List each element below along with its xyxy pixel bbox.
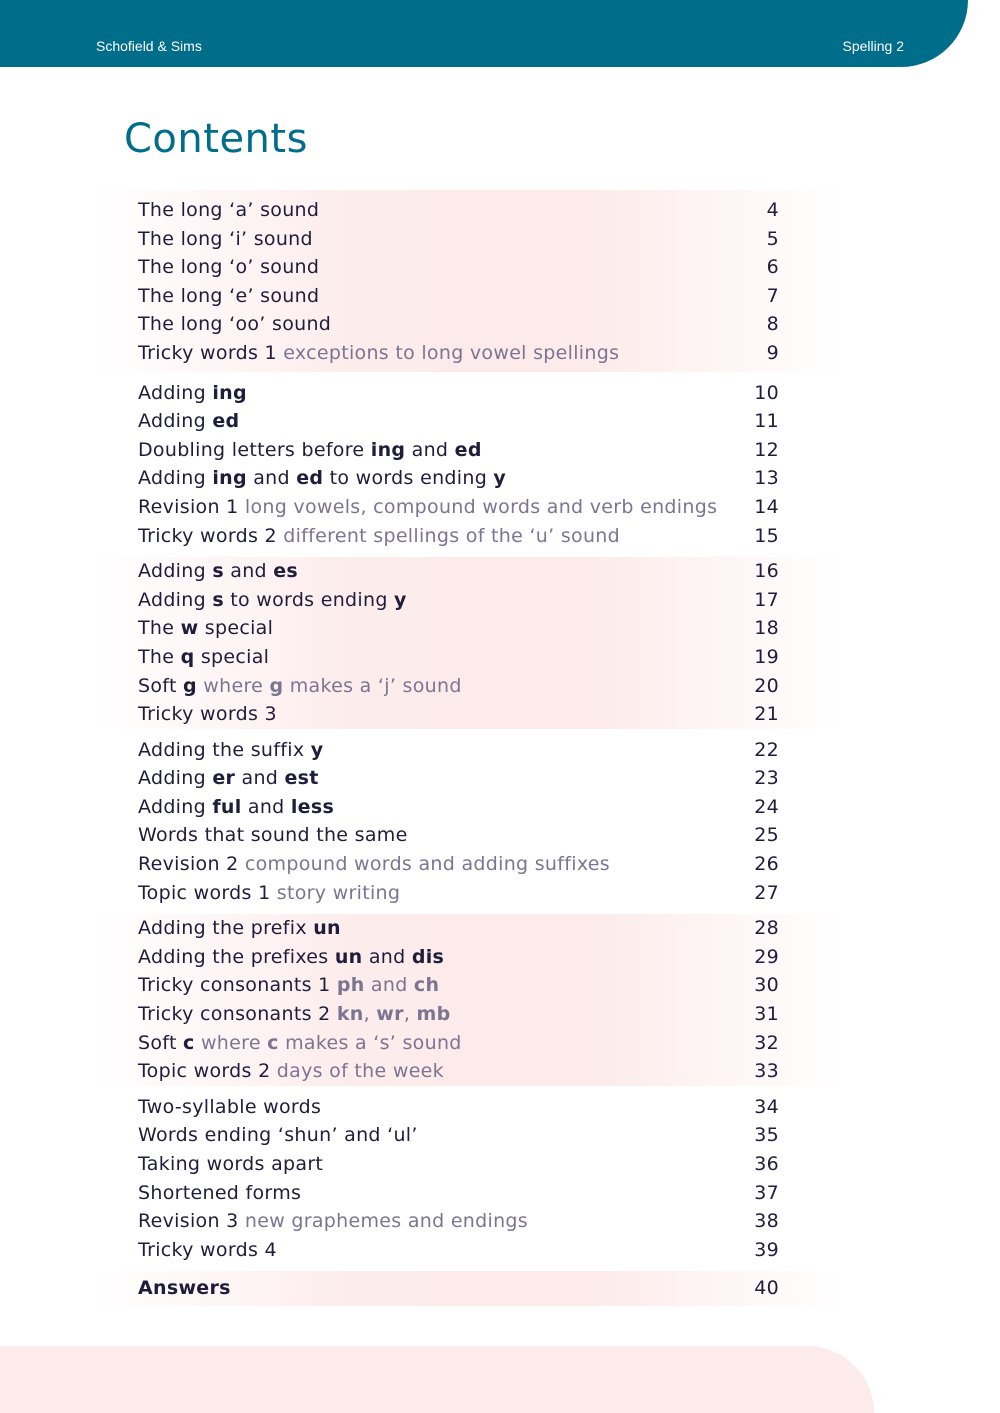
entry-subtitle: makes a ‘s’ sound <box>278 1031 462 1054</box>
toc-page-number: 23 <box>754 767 779 790</box>
toc-entry-title <box>138 850 610 879</box>
entry-text: Topic words 2 <box>138 1060 277 1083</box>
bold-grapheme: s <box>212 560 224 583</box>
bold-grapheme: un <box>313 917 341 940</box>
toc-page-number: 36 <box>754 1153 779 1175</box>
entry-text: Topic words 1 <box>138 881 277 904</box>
toc-page-number: 39 <box>754 1238 779 1261</box>
toc-entry-title <box>138 700 277 729</box>
toc-entry[interactable] <box>90 1029 845 1058</box>
footer-bar <box>0 1346 874 1413</box>
entry-text: Adding the prefixes <box>138 945 335 968</box>
toc-page-number: 14 <box>754 495 779 518</box>
toc-page-number: 34 <box>754 1095 779 1118</box>
toc-entry[interactable] <box>90 1207 845 1236</box>
toc-page-number: 15 <box>754 524 779 547</box>
toc-page-number: 16 <box>754 560 779 583</box>
entry-text: Soft <box>138 1031 184 1054</box>
toc-entry-answers[interactable] <box>90 1274 845 1303</box>
entry-text: Words ending ‘shun’ and ‘ul’ <box>138 1124 418 1147</box>
bold-grapheme: g <box>183 674 197 697</box>
entry-text: Adding <box>138 588 213 611</box>
toc-entry[interactable] <box>90 253 845 282</box>
toc-entry[interactable] <box>90 339 845 368</box>
toc-entry-title <box>138 1236 277 1265</box>
entry-subtitle: new graphemes and endings <box>244 1210 528 1233</box>
toc-entry[interactable] <box>90 914 845 943</box>
entry-text: and <box>223 560 274 583</box>
entry-text: The long ‘o’ sound <box>138 256 320 279</box>
toc-page-number: 6 <box>766 256 779 279</box>
toc-entry-title <box>138 1207 528 1236</box>
toc-entry-title <box>138 821 408 850</box>
entry-text: Adding the prefix <box>138 917 314 940</box>
toc-entry-title <box>138 282 319 311</box>
entry-text: The long ‘e’ sound <box>138 284 320 307</box>
bold-grapheme: w <box>180 617 199 640</box>
toc-entry[interactable] <box>90 879 845 908</box>
toc-entry[interactable] <box>90 614 845 643</box>
bold-grapheme: er <box>212 767 236 790</box>
entry-subtitle: story writing <box>276 881 401 904</box>
bold-grapheme: es <box>273 560 299 583</box>
toc-page-number: 25 <box>754 824 779 847</box>
toc-entry[interactable] <box>90 310 845 339</box>
toc-page-number: 8 <box>766 313 779 336</box>
toc-page-number: 28 <box>754 917 779 940</box>
bold-grapheme: ph <box>336 974 365 997</box>
bold-grapheme: y <box>493 467 507 490</box>
toc-entry[interactable] <box>90 1121 845 1150</box>
entry-subtitle: makes a ‘j’ sound <box>283 674 462 697</box>
toc-entry[interactable] <box>90 736 845 765</box>
entry-subtitle: different spellings of the ‘u’ sound <box>283 524 620 547</box>
toc-entry-title <box>138 379 247 408</box>
toc-section <box>90 557 845 729</box>
entry-text: Adding <box>138 381 213 404</box>
bold-grapheme: un <box>334 945 363 968</box>
entry-text: Revision 3 <box>138 1210 245 1233</box>
toc-entry-title <box>138 1150 323 1179</box>
bold-grapheme: mb <box>416 1003 451 1026</box>
bold-grapheme: wr <box>376 1003 404 1026</box>
toc-page-number: 7 <box>766 284 779 307</box>
toc-page-number: 17 <box>754 588 779 611</box>
entry-subtitle: days of the week <box>276 1060 444 1083</box>
toc-entry[interactable] <box>90 407 845 436</box>
toc-entry-title <box>138 764 319 793</box>
entry-subtitle: where <box>196 674 270 697</box>
toc-entry[interactable] <box>90 764 845 793</box>
entry-text: Adding <box>138 795 213 818</box>
toc-page-number: 13 <box>754 467 779 490</box>
toc-section <box>90 190 845 372</box>
bold-grapheme: kn <box>336 1003 364 1026</box>
page-title: Contents <box>124 116 308 162</box>
entry-text: Tricky words 2 <box>138 524 284 547</box>
entry-subtitle: and <box>364 974 414 997</box>
entry-subtitle: compound words and adding suffixes <box>244 853 610 876</box>
toc-entry-title <box>138 253 319 282</box>
bold-grapheme: dis <box>411 945 445 968</box>
toc-entry-title <box>138 1093 321 1122</box>
toc-section <box>90 736 845 908</box>
toc-entry-title <box>138 793 334 822</box>
toc-entry[interactable] <box>90 196 845 225</box>
entry-text: Doubling letters before <box>138 438 371 461</box>
entry-text: and <box>246 467 297 490</box>
toc-page-number: 38 <box>754 1210 779 1233</box>
toc-page-number: 12 <box>754 438 779 461</box>
bold-grapheme: ch <box>413 974 440 997</box>
toc-page-number: 26 <box>754 853 779 876</box>
toc-page-number: 19 <box>754 645 779 668</box>
toc-entry[interactable] <box>90 821 845 850</box>
entry-text: Adding <box>138 767 213 790</box>
toc-entry[interactable] <box>90 586 845 615</box>
entry-text: and <box>241 795 291 818</box>
toc-entry-title <box>138 464 506 493</box>
toc-entry-title <box>138 736 323 765</box>
publisher-name: Schofield & Sims <box>96 38 202 54</box>
toc-page-number: 35 <box>754 1124 779 1147</box>
toc-entry-title <box>138 196 319 225</box>
toc-entry[interactable] <box>90 643 845 672</box>
toc-entry[interactable] <box>90 436 845 465</box>
bold-grapheme: ing <box>212 467 247 490</box>
toc-entry-title <box>138 614 273 643</box>
bold-grapheme: less <box>290 795 335 818</box>
toc-entry[interactable] <box>90 1057 845 1086</box>
toc-entry[interactable] <box>90 493 845 522</box>
bold-grapheme: q <box>180 645 195 668</box>
entry-text: The long ‘a’ sound <box>138 199 320 221</box>
toc-entry-title <box>138 522 620 551</box>
toc-entry[interactable] <box>90 672 845 701</box>
toc-entry-title <box>138 586 407 615</box>
toc-page-number: 29 <box>754 945 779 968</box>
entry-text: Tricky words 3 <box>138 703 277 726</box>
toc-entry[interactable] <box>90 1000 845 1029</box>
entry-text: Tricky consonants 1 <box>138 974 337 997</box>
entry-text: Adding <box>138 467 213 490</box>
entry-text: The long ‘oo’ sound <box>138 313 332 336</box>
entry-text: Tricky consonants 2 <box>138 1003 337 1026</box>
toc-entry-title <box>138 879 400 908</box>
toc-page-number: 20 <box>754 674 779 697</box>
toc-page-number: 31 <box>754 1003 779 1026</box>
toc-page-number: 9 <box>766 341 779 364</box>
toc-entry[interactable] <box>90 1150 845 1179</box>
entry-text: to words ending <box>223 588 395 611</box>
entry-text: special <box>194 645 270 668</box>
entry-text: Shortened forms <box>138 1181 302 1204</box>
toc-page-number: 40 <box>754 1277 779 1300</box>
toc-page-number: 5 <box>766 227 779 250</box>
entry-text: The long ‘i’ sound <box>138 227 313 250</box>
entry-text: Soft <box>138 674 184 697</box>
toc-entry-title <box>138 971 439 1000</box>
toc-page-number: 18 <box>754 617 779 640</box>
entry-subtitle: long vowels, compound words and verb endings <box>244 495 718 518</box>
toc-entry[interactable] <box>90 700 845 729</box>
toc-entry-title <box>138 914 341 943</box>
bold-grapheme: g <box>269 674 284 697</box>
table-of-contents <box>90 190 845 1306</box>
toc-entry[interactable] <box>90 282 845 311</box>
entry-text: to words ending <box>323 467 494 490</box>
entry-text: and <box>405 438 455 461</box>
entry-text: and <box>235 767 285 790</box>
toc-section <box>90 379 845 551</box>
entry-text: Revision 2 <box>138 853 245 876</box>
toc-entry[interactable] <box>90 522 845 551</box>
entry-subtitle: , <box>363 1003 377 1026</box>
toc-entry-title <box>138 1057 444 1086</box>
toc-page-number: 22 <box>754 738 779 761</box>
toc-entry-title <box>138 493 717 522</box>
entry-text: Tricky words 4 <box>138 1238 277 1261</box>
toc-section <box>90 1093 845 1265</box>
toc-entry-title <box>138 672 462 701</box>
toc-entry[interactable] <box>90 971 845 1000</box>
toc-entry[interactable] <box>90 1236 845 1265</box>
entry-text: Adding <box>138 560 213 583</box>
bold-grapheme: ed <box>296 467 324 490</box>
toc-entry[interactable] <box>90 793 845 822</box>
toc-section-answers <box>90 1271 845 1306</box>
bold-grapheme: c <box>267 1031 279 1054</box>
toc-page-number: 4 <box>766 199 779 221</box>
entry-text: Two-syllable words <box>138 1095 322 1118</box>
toc-entry-title <box>138 339 619 368</box>
entry-text: Adding the suffix <box>138 738 311 761</box>
toc-entry-title <box>138 310 331 339</box>
toc-page-number: 37 <box>754 1181 779 1204</box>
toc-entry[interactable] <box>90 1179 845 1208</box>
bold-grapheme: y <box>394 588 407 611</box>
entry-text: Words that sound the same <box>138 824 408 847</box>
toc-page-number: 24 <box>754 795 779 818</box>
toc-entry-title <box>138 1121 418 1150</box>
toc-page-number: 11 <box>754 410 779 433</box>
entry-text: special <box>198 617 274 640</box>
toc-entry-title <box>138 407 239 436</box>
toc-entry[interactable] <box>90 557 845 586</box>
bold-grapheme: ing <box>212 381 247 404</box>
toc-entry[interactable] <box>90 850 845 879</box>
entry-text: The <box>138 617 181 640</box>
toc-page-number: 10 <box>754 381 779 404</box>
toc-entry-title <box>138 436 482 465</box>
entry-text: Taking words apart <box>138 1153 324 1175</box>
bold-grapheme: ed <box>454 438 482 461</box>
entry-text: The <box>138 645 181 668</box>
toc-entry[interactable] <box>90 464 845 493</box>
toc-entry-title <box>138 225 313 254</box>
bold-grapheme: ful <box>212 795 242 818</box>
toc-entry-title <box>138 1179 301 1208</box>
toc-entry-title <box>138 557 298 586</box>
toc-page-number: 21 <box>754 703 779 726</box>
toc-page-number: 27 <box>754 881 779 904</box>
toc-section <box>90 914 845 1086</box>
entry-text: Revision 1 <box>138 495 245 518</box>
entry-subtitle: exceptions to long vowel spellings <box>283 341 620 364</box>
bold-grapheme: ed <box>212 410 240 433</box>
toc-entry-title <box>138 643 269 672</box>
bold-grapheme: c <box>183 1031 195 1054</box>
header-bar <box>0 0 968 67</box>
toc-entry-title: Answers <box>138 1277 231 1300</box>
bold-grapheme: ing <box>370 438 406 461</box>
toc-entry[interactable] <box>90 1093 845 1122</box>
toc-page-number: 32 <box>754 1031 779 1054</box>
toc-entry-title <box>138 1000 451 1029</box>
entry-text: Tricky words 1 <box>138 341 284 364</box>
entry-text: and <box>362 945 412 968</box>
toc-entry[interactable] <box>90 379 845 408</box>
entry-subtitle: , <box>403 1003 417 1026</box>
toc-page-number: 30 <box>754 974 779 997</box>
entry-subtitle: where <box>194 1031 268 1054</box>
entry-text: Adding <box>138 410 213 433</box>
toc-entry[interactable] <box>90 943 845 972</box>
bold-grapheme: s <box>212 588 224 611</box>
toc-entry[interactable] <box>90 225 845 254</box>
toc-page-number: 33 <box>754 1060 779 1083</box>
bold-grapheme: est <box>284 767 319 790</box>
book-title: Spelling 2 <box>842 38 904 54</box>
toc-entry-title <box>138 943 444 972</box>
toc-entry-title <box>138 1029 462 1058</box>
bold-grapheme: y <box>310 738 324 761</box>
